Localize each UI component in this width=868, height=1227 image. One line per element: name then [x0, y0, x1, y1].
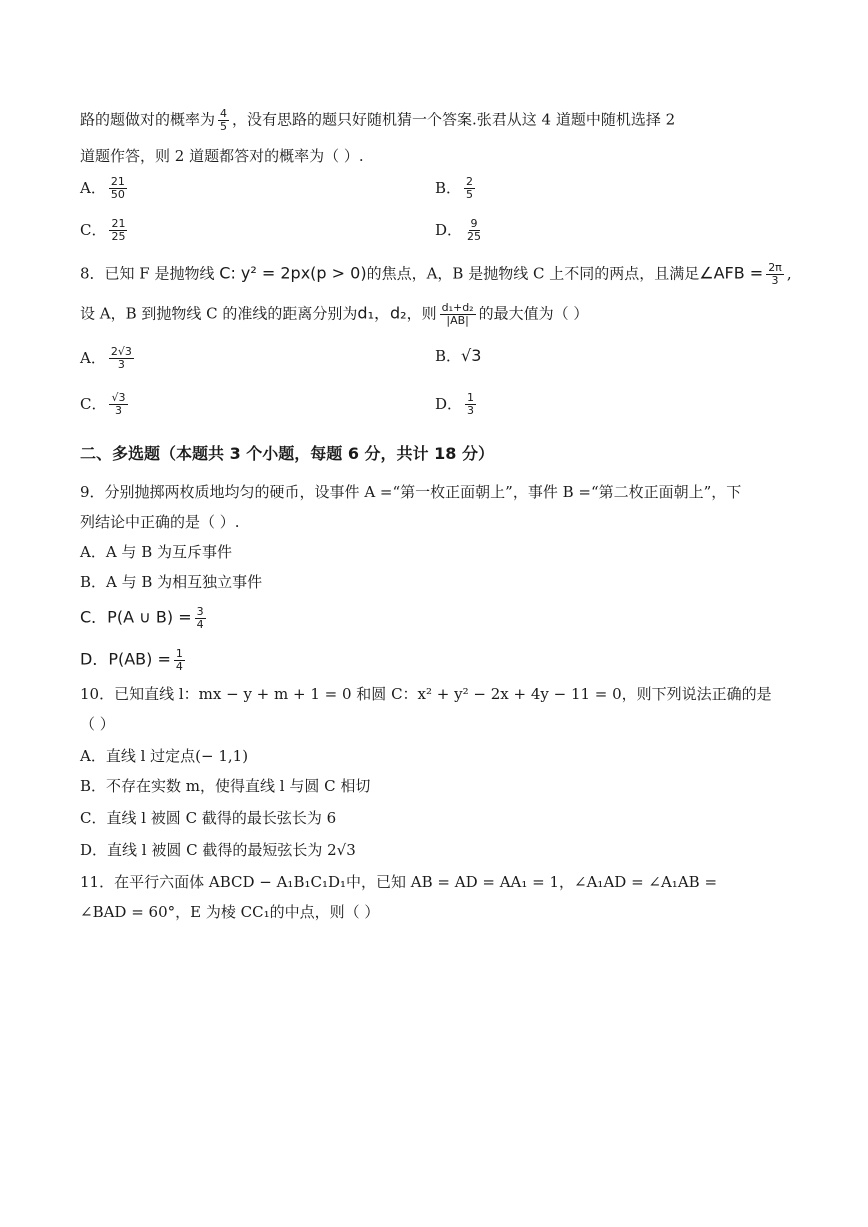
q9-line-2: 列结论中正确的是（ ）. — [80, 513, 240, 531]
q7-option-c: C． $\frac{21}{25}$ — [80, 217, 126, 243]
q9-line-1: 9．分别抛掷两枚质地均匀的硬币，设事件 A =“第一枚正面朝上”，事件 B =“第二枚正面朝上”，下 — [80, 483, 742, 501]
q10-option-a: A．直线 l 过定点(− 1,1) — [80, 747, 249, 765]
q8-option-d: D． $\frac{1}{3}$ — [435, 391, 475, 417]
q10-option-d: D．直线 l 被圆 C 截得的最短弦长为 2√3 — [80, 841, 356, 859]
q9-option-b: B．A 与 B 为相互独立事件 — [80, 573, 263, 591]
q7-line1-rest: ，没有思路的题只好随机猜一个答案.张君从这 4 道题中随机选择 2 — [232, 110, 676, 129]
q10-option-c: C．直线 l 被圆 C 截得的最长弦长为 6 — [80, 809, 337, 827]
q8-option-a: A． $\frac{2√3}{3}$ — [80, 345, 132, 371]
q10-option-b: B．不存在实数 m，使得直线 l 与圆 C 相切 — [80, 777, 371, 795]
q8-option-c: C． $\frac{√3}{3}$ — [80, 391, 126, 417]
q10-line-1: 10．已知直线 l：mx − y + m + 1 = 0 和圆 C：x² + y² − 2x + 4y − 11 = 0，则下列说法正确的是 — [80, 685, 772, 703]
q7-option-d: D． $\frac{9}{25}$ — [435, 217, 482, 243]
q7-option-b: B． $\frac{2}{5}$ — [435, 175, 474, 201]
q7-line1-text: 路的题做对的概率为 — [80, 110, 216, 129]
q11-line-1: 11．在平行六面体 ABCD − A₁B₁C₁D₁中，已知 AB = AD = AA₁ = 1，∠A₁AD = ∠A₁AB = — [80, 873, 718, 891]
q7-line-2: 道题作答，则 2 道题都答对的概率为（ ）. — [80, 147, 364, 165]
q11-line-2: ∠BAD = 60°，E 为棱 CC₁的中点，则（ ） — [80, 903, 380, 921]
q9-option-c: C．P(A ∪ B) = $\frac{3}{4}$ — [80, 605, 204, 631]
q9-option-a: A．A 与 B 为互斥事件 — [80, 543, 232, 561]
q7-fraction: $\frac{4}{5}$ — [220, 107, 228, 133]
q8-line-2: 设 A，B 到抛物线 C 的准线的距离分别为d₁，d₂，则 $\frac{\text{d₁+d₂}}{|AB|}$ 的最大值为（ ） — [80, 301, 589, 327]
q7-option-a: A． $\frac{21}{50}$ — [80, 175, 125, 201]
q10-line-2: （ ） — [80, 715, 115, 733]
q8-line-1: 8．已知 F 是抛物线 C: y² = 2px(p > 0)的焦点，A，B 是抛物线 C 上不同的两点，且满足∠AFB = $\frac{2\pi}{3}$ , — [80, 261, 792, 287]
q9-option-d: D．P(AB) = $\frac{1}{4}$ — [80, 647, 183, 673]
section-heading: 二、多选题（本题共 3 个小题，每题 6 分，共计 18 分） — [80, 444, 494, 463]
q7-line-1 — [80, 108, 675, 133]
q8-option-b: B．√3 — [435, 346, 482, 365]
